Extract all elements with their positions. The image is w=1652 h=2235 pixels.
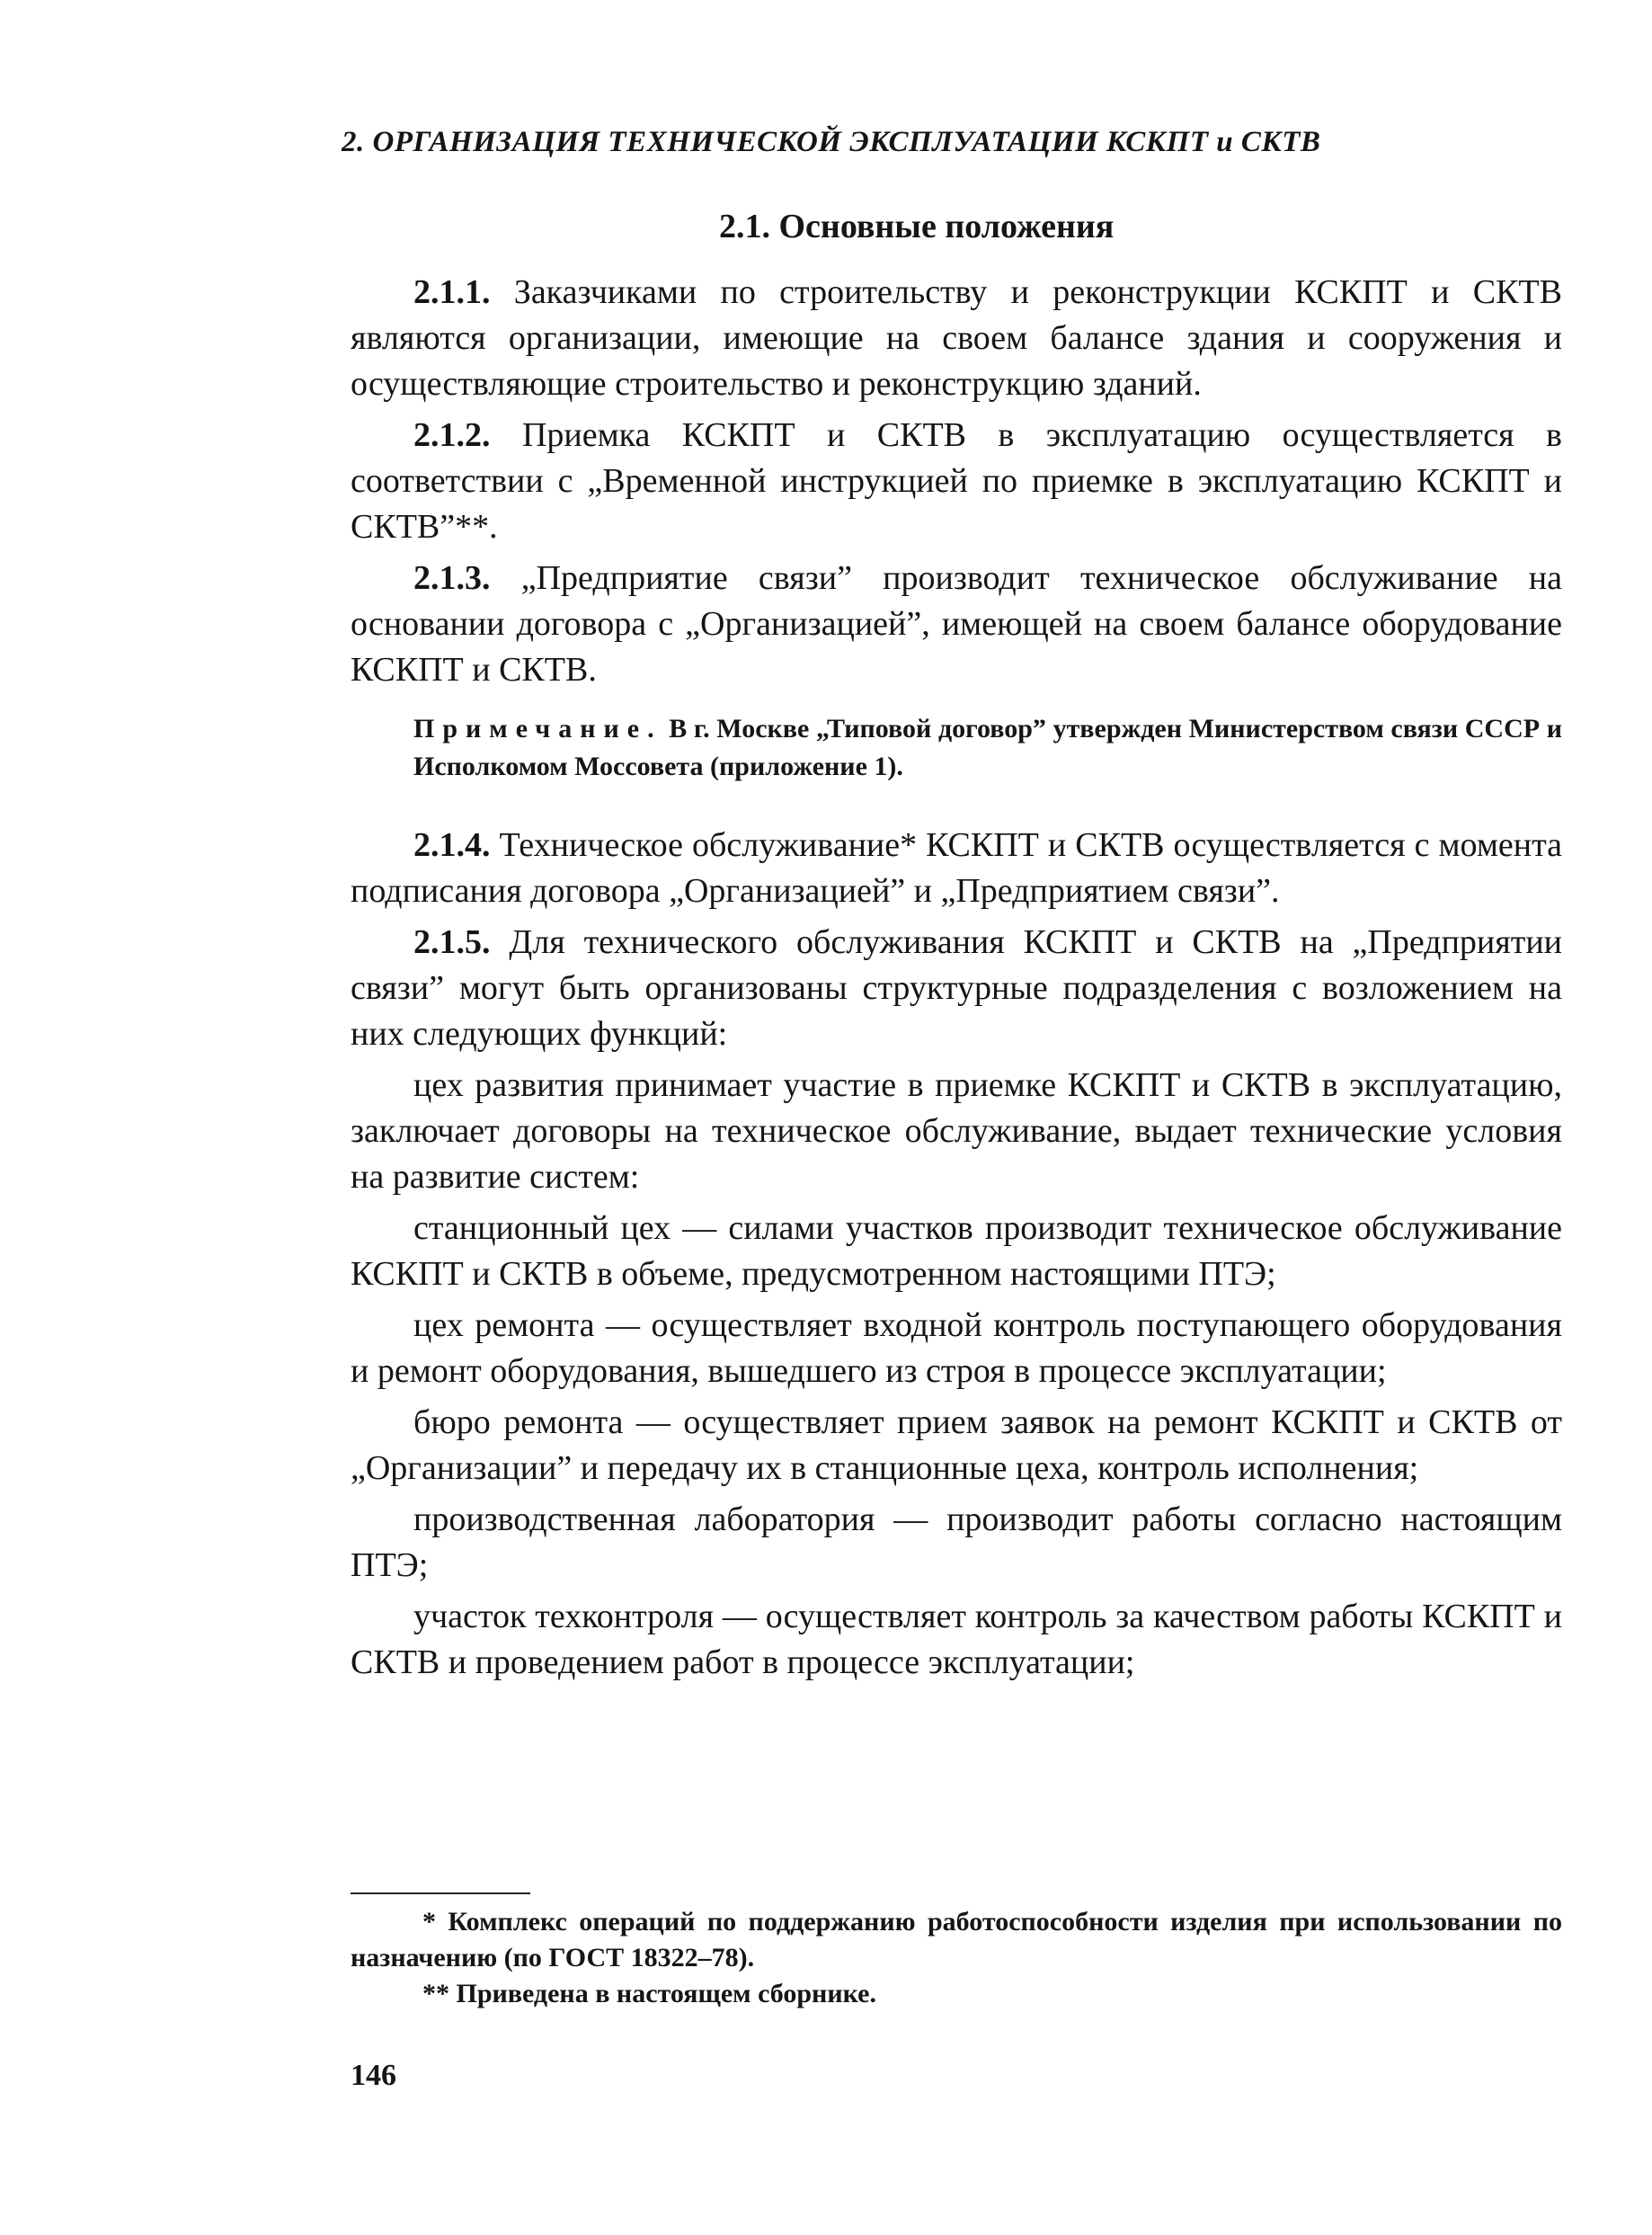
- subsection-heading: 2.1. Основные положения: [719, 208, 1115, 245]
- function-item: цех развития принимает участие в приемке КСКПТ и СКТВ в эксплуатацию, заключает договоры на техническое обслуживание, выдает технические условия на развитие систем:: [351, 1066, 1562, 1196]
- paragraph-number: 2.1.1.: [413, 273, 491, 311]
- paragraph-text: Заказчиками по строительству и реконструкции КСКПТ и СКТВ являются организации, имеющие на своем балансе здания и сооружения и осуществляющие строительство и реконструкцию зданий.: [351, 273, 1562, 403]
- paragraph-text: Приемка КСКПТ и СКТВ в эксплуатацию осуществляется в соответствии с „Временной инструкцией по приемке в эксплуатацию КСКПТ и СКТВ”**.: [351, 416, 1562, 546]
- paragraph-2-1-5: [351, 920, 1562, 1057]
- paragraph-2-1-3: [351, 556, 1562, 693]
- body-top: [351, 270, 1562, 693]
- paragraph-number: 2.1.2.: [413, 416, 491, 454]
- paragraph-2-1-1: [351, 270, 1562, 407]
- paragraph-2-1-4: [351, 823, 1562, 914]
- body-middle: [351, 823, 1562, 1686]
- paragraph-2-1-2: [351, 413, 1562, 550]
- footnote-divider: [351, 1892, 530, 1894]
- paragraph-text: „Предприятие связи” производит техническое обслуживание на основании договора с „Организацией”, имеющей на своем балансе оборудование КСКПТ и СКТВ.: [351, 559, 1563, 689]
- paragraph-number: 2.1.3.: [413, 559, 491, 597]
- paragraph-number: 2.1.5.: [413, 923, 491, 961]
- note-block: [413, 710, 1562, 786]
- footnote: ** Приведена в настоящем сборнике.: [422, 1979, 876, 2008]
- paragraph-text: Техническое обслуживание* КСКПТ и СКТВ осуществляется с момента подписания договора „Организацией” и „Предприятием связи”.: [351, 826, 1563, 910]
- function-item: производственная лаборатория — производит работы согласно настоящим ПТЭ;: [351, 1500, 1562, 1584]
- page-number: 146: [351, 2059, 396, 2092]
- function-item: станционный цех — силами участков производит техническое обслуживание КСКПТ и СКТВ в объеме, предусмотренном настоящими ПТЭ;: [351, 1209, 1562, 1293]
- function-item: бюро ремонта — осуществляет прием заявок на ремонт КСКПТ и СКТВ от „Организации” и передачу их в станционные цеха, контроль исполнения;: [351, 1403, 1562, 1487]
- note-text: В г. Москве „Типовой договор” утвержден Министерством связи СССР и Исполкомом Моссовета (приложение 1).: [413, 714, 1562, 781]
- footnote: * Комплекс операций по поддержанию работоспособности изделия при использовании по назначению (по ГОСТ 18322–78).: [351, 1907, 1562, 1972]
- footnotes: [351, 1904, 1562, 2012]
- section-heading: 2. ОРГАНИЗАЦИЯ ТЕХНИЧЕСКОЙ ЭКСПЛУАТАЦИИ КСКПТ и СКТВ: [342, 126, 1321, 158]
- note-label: Примечание.: [413, 714, 662, 744]
- paragraph-number: 2.1.4.: [413, 826, 491, 864]
- function-item: цех ремонта — осуществляет входной контроль поступающего оборудования и ремонт оборудования, вышедшего из строя в процессе эксплуатации;: [351, 1306, 1562, 1390]
- function-item: участок техконтроля — осуществляет контроль за качеством работы КСКПТ и СКТВ и проведением работ в процессе эксплуатации;: [351, 1598, 1562, 1681]
- paragraph-text: Для технического обслуживания КСКПТ и СКТВ на „Предприятии связи” могут быть организованы структурные подразделения с возложением на них следующих функций:: [351, 923, 1562, 1053]
